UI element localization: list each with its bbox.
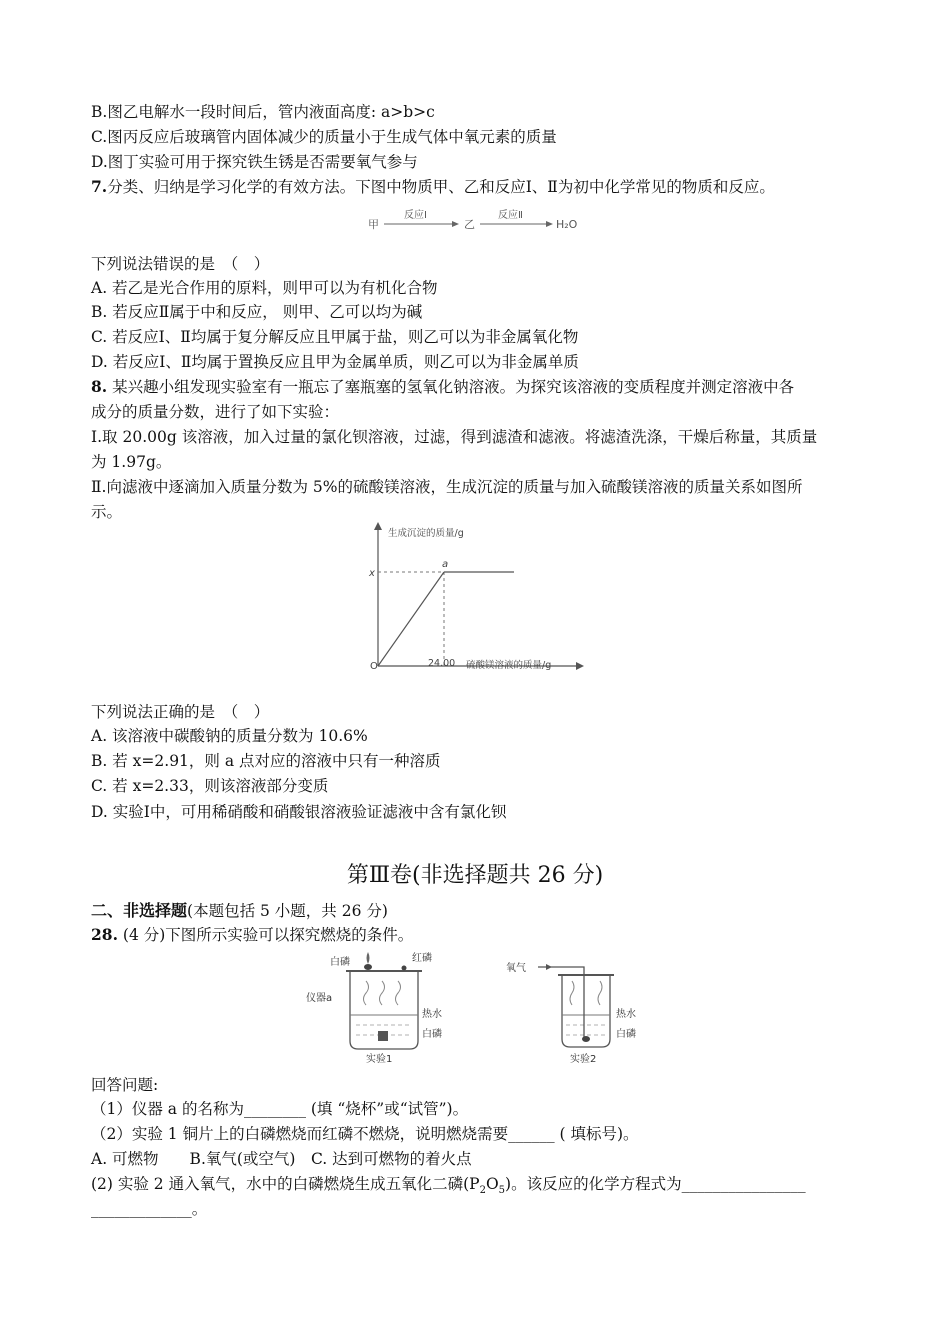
question-8-prompt: 下列说法正确的是 （ ） [91,703,270,721]
question-8-number: 8. [91,377,108,396]
scheme-reaction-2: 反应Ⅱ [498,210,523,221]
question-7-option-c: C. 若反应Ⅰ、Ⅱ均属于复分解反应且甲属于盐，则乙可以为非金属氧化物 [91,328,579,346]
part-2-note: (本题包括 5 小题，共 26 分) [187,902,388,920]
exp1-caption: 实验1 [366,1054,393,1065]
option-b-line: B.图乙电解水一段时间后，管内液面高度: a>b>c [91,103,435,121]
exp2-oxygen-label: 氧气 [506,963,526,974]
question-28-text: (4 分)下图所示实验可以探究燃烧的条件。 [117,926,414,944]
question-7-option-d: D. 若反应Ⅰ、Ⅱ均属于置换反应且甲为金属单质，则乙可以为非金属单质 [91,353,579,371]
question-8-text-2: 成分的质量分数，进行了如下实验： [91,403,340,421]
question-8-option-c: C. 若 x=2.33，则该溶液部分变质 [91,777,329,795]
precipitate-graph [362,520,590,676]
exp1-instrument-label: 仪器a [306,993,333,1004]
question-7-prompt: 下列说法错误的是 （ ） [91,255,270,273]
exp1-hot-water-label: 热水 [422,1009,442,1020]
formula-subscript-5: 5 [498,1185,506,1197]
reaction-scheme [360,206,590,236]
part-2-title: 二、非选择题 [91,901,188,920]
exp1-white-phosphorus-2-label: 白磷 [422,1029,442,1040]
question-8-option-a: A. 该溶液中碳酸钠的质量分数为 10.6% [91,727,368,745]
question-8-step-1: Ⅰ.取 20.00g 该溶液，加入过量的氯化钡溶液，过滤，得到滤渣和滤液。将滤渣洗涤，干燥后称量，其质量 [91,428,818,446]
question-28-part-3 [91,1174,806,1201]
question-7-text: 分类、归纳是学习化学的有效方法。下图中物质甲、乙和反应Ⅰ、Ⅱ为初中化学常见的物质和反应。 [107,178,775,196]
exp2-caption: 实验2 [570,1054,597,1065]
formula-oxygen: O [485,1175,499,1193]
exp2-white-phosphorus-label: 白磷 [616,1029,636,1040]
scheme-middle: 乙 [464,218,475,231]
scheme-right: H₂O [556,218,578,231]
combustion-apparatus [300,945,660,1067]
answer-heading: 回答问题: [91,1076,159,1094]
graph-point-a: a [442,559,449,570]
question-8-text: 某兴趣小组发现实验室有一瓶忘了塞瓶塞的氢氧化钠溶液。为探究该溶液的变质程度并测定溶液中各 [107,378,795,396]
graph-x-label: 硫酸镁溶液的质量/g [466,660,552,671]
graph-x-tick: 24.00 [428,658,456,669]
graph-y-label: 生成沉淀的质量/g [388,528,464,539]
question-8-step-2-cont: 示。 [91,503,123,521]
section-title: 第Ⅲ卷(非选择题共 26 分) [346,863,604,888]
exp1-white-phosphorus-label: 白磷 [330,957,350,968]
scheme-reaction-1: 反应Ⅰ [404,210,427,221]
question-7-number: 7. [91,177,108,196]
part-2-heading [91,901,388,921]
question-8-option-b: B. 若 x=2.91，则 a 点对应的溶液中只有一种溶质 [91,752,441,770]
exp2-hot-water-label: 热水 [616,1009,636,1020]
question-28-number: 28. [91,925,118,944]
scheme-left: 甲 [368,218,379,231]
question-28-part-3-text-end: )。该反应的化学方程式为________________ [505,1175,806,1193]
question-28-part-2: （2）实验 1 铜片上的白磷燃烧而红磷不燃烧，说明燃烧需要______ ( 填标号)。 [91,1125,639,1143]
formula-subscript-2: 2 [479,1185,486,1197]
graph-origin: O [370,661,378,672]
question-8-step-1-cont: 为 1.97g。 [91,453,172,471]
question-8-step-2: Ⅱ.向滤液中逐滴加入质量分数为 5%的硫酸镁溶液，生成沉淀的质量与加入硫酸镁溶液的质量关系如图所 [91,478,803,496]
question-7-option-b: B. 若反应Ⅱ属于中和反应， 则甲、乙可以均为碱 [91,303,423,321]
question-28-stem [91,925,413,945]
option-c-line: C.图丙反应后玻璃管内固体减少的质量小于生成气体中氧元素的质量 [91,128,557,146]
question-28-part-3-blank: _____________。 [91,1200,208,1218]
graph-x-value: x [369,568,375,579]
question-28-part-3-text: (2) 实验 2 通入氧气，水中的白磷燃烧生成五氧化二磷(P [91,1175,480,1193]
question-8-option-d: D. 实验Ⅰ中，可用稀硝酸和硝酸银溶液验证滤液中含有氯化钡 [91,803,507,821]
question-28-part-1: （1）仪器 a 的名称为________ (填 “烧杯”或“试管”)。 [91,1100,469,1118]
question-7-option-a: A. 若乙是光合作用的原料，则甲可以为有机化合物 [91,279,438,297]
question-28-options: A. 可燃物 B.氧气(或空气) C. 达到可燃物的着火点 [91,1150,472,1168]
question-7-stem [91,177,775,197]
option-d-line: D.图丁实验可用于探究铁生锈是否需要氧气参与 [91,153,418,171]
exp1-red-phosphorus-label: 红磷 [412,953,432,964]
question-8-stem [91,377,794,397]
